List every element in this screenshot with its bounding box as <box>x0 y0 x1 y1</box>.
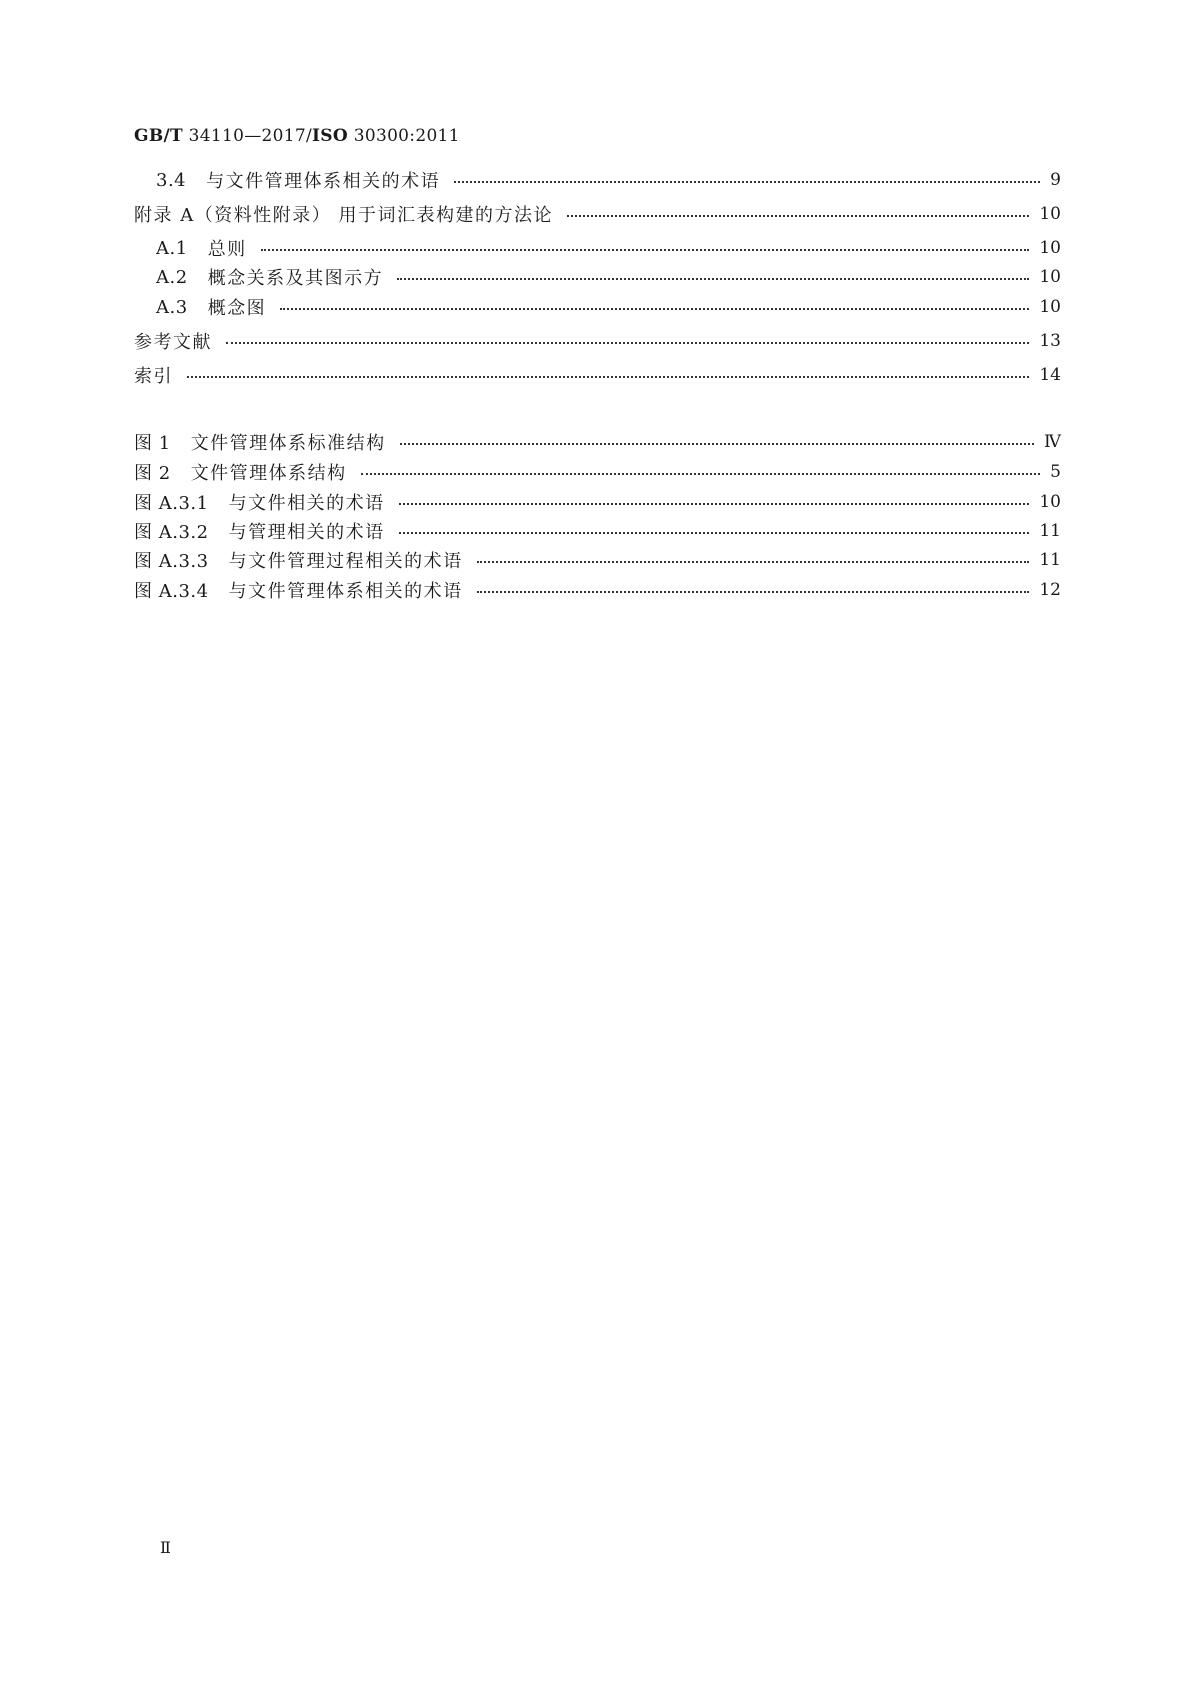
dot-leader <box>399 518 1030 544</box>
toc-entry-page: 14 <box>1039 365 1061 385</box>
figure-entry-title: 文件管理体系结构 <box>190 463 347 484</box>
figure-entry-number: 图 A.3.4 <box>134 581 209 602</box>
toc-entry-number: A.2 <box>156 266 188 288</box>
dot-leader <box>477 577 1030 603</box>
toc-entry-page: 10 <box>1039 297 1061 317</box>
toc-entry-page: 10 <box>1039 238 1061 258</box>
iso-number: 30300:2011 <box>353 126 460 146</box>
figure-entry[interactable] <box>134 489 1061 515</box>
toc-entry-title: 索引 <box>134 366 173 387</box>
figure-entry-page: 11 <box>1039 550 1061 570</box>
page-number: Ⅱ <box>160 1538 171 1557</box>
figure-entry-title: 与管理相关的术语 <box>228 522 385 543</box>
figure-entry-number: 图 A.3.2 <box>134 522 209 543</box>
dot-leader <box>400 429 1034 455</box>
figure-entry[interactable] <box>134 518 1061 544</box>
toc-entry[interactable] <box>134 201 1061 227</box>
figure-entry-number: 图 1 <box>134 433 171 454</box>
figure-entry[interactable] <box>134 577 1061 603</box>
gb-number: 34110—2017/ <box>188 126 313 146</box>
toc-entry-number: A.1 <box>156 237 188 259</box>
dot-leader <box>477 547 1030 573</box>
figure-entry[interactable] <box>134 547 1061 573</box>
figure-entry-title: 与文件管理体系相关的术语 <box>228 581 463 602</box>
toc-entry-page: 10 <box>1039 204 1061 224</box>
dot-leader <box>361 459 1040 485</box>
dot-leader <box>454 167 1040 193</box>
toc-entry[interactable] <box>156 167 1061 193</box>
figure-entry-page: 5 <box>1050 462 1061 482</box>
toc-entry-page: 9 <box>1050 170 1061 190</box>
toc-entry-title: 概念图 <box>207 298 267 319</box>
toc-entry-page: 10 <box>1039 267 1061 287</box>
figure-entry-page: 11 <box>1039 521 1061 541</box>
dot-leader <box>280 294 1029 320</box>
figure-entry[interactable] <box>134 459 1061 485</box>
figure-entry-number: 图 2 <box>134 463 171 484</box>
figure-entry-title: 与文件管理过程相关的术语 <box>228 551 463 572</box>
dot-leader <box>399 489 1030 515</box>
dot-leader <box>261 235 1030 261</box>
toc-entry-title: 参考文献 <box>134 332 212 353</box>
toc-entry[interactable] <box>156 235 1061 261</box>
toc-entry[interactable] <box>134 328 1061 354</box>
toc-entry[interactable] <box>156 264 1061 290</box>
toc-entry[interactable] <box>134 362 1061 388</box>
iso-prefix: ISO <box>312 126 348 146</box>
dot-leader <box>226 328 1029 354</box>
dot-leader <box>397 264 1029 290</box>
figure-entry-number: 图 A.3.3 <box>134 551 209 572</box>
gb-prefix: GB/T <box>134 126 183 146</box>
figure-entry-title: 与文件相关的术语 <box>228 493 385 514</box>
toc-entry-page: 13 <box>1039 331 1061 351</box>
toc-entry[interactable] <box>156 294 1061 320</box>
document-header <box>134 126 460 146</box>
figure-entry[interactable] <box>134 429 1061 455</box>
toc-entry-number: 3.4 <box>156 169 187 191</box>
toc-entry-number: A.3 <box>156 296 188 318</box>
dot-leader <box>187 362 1029 388</box>
figure-entry-page: Ⅳ <box>1044 432 1061 452</box>
toc-entry-title: 与文件管理体系相关的术语 <box>206 171 441 192</box>
toc-entry-title: 总则 <box>207 239 247 260</box>
figure-entry-title: 文件管理体系标准结构 <box>190 433 386 454</box>
figure-entry-number: 图 A.3.1 <box>134 493 209 514</box>
toc-entry-title: 附录 A（资料性附录） 用于词汇表构建的方法论 <box>134 205 553 226</box>
figure-entry-page: 12 <box>1039 580 1061 600</box>
figure-entry-page: 10 <box>1039 492 1061 512</box>
toc-entry-title: 概念关系及其图示方 <box>207 268 384 289</box>
dot-leader <box>567 201 1029 227</box>
